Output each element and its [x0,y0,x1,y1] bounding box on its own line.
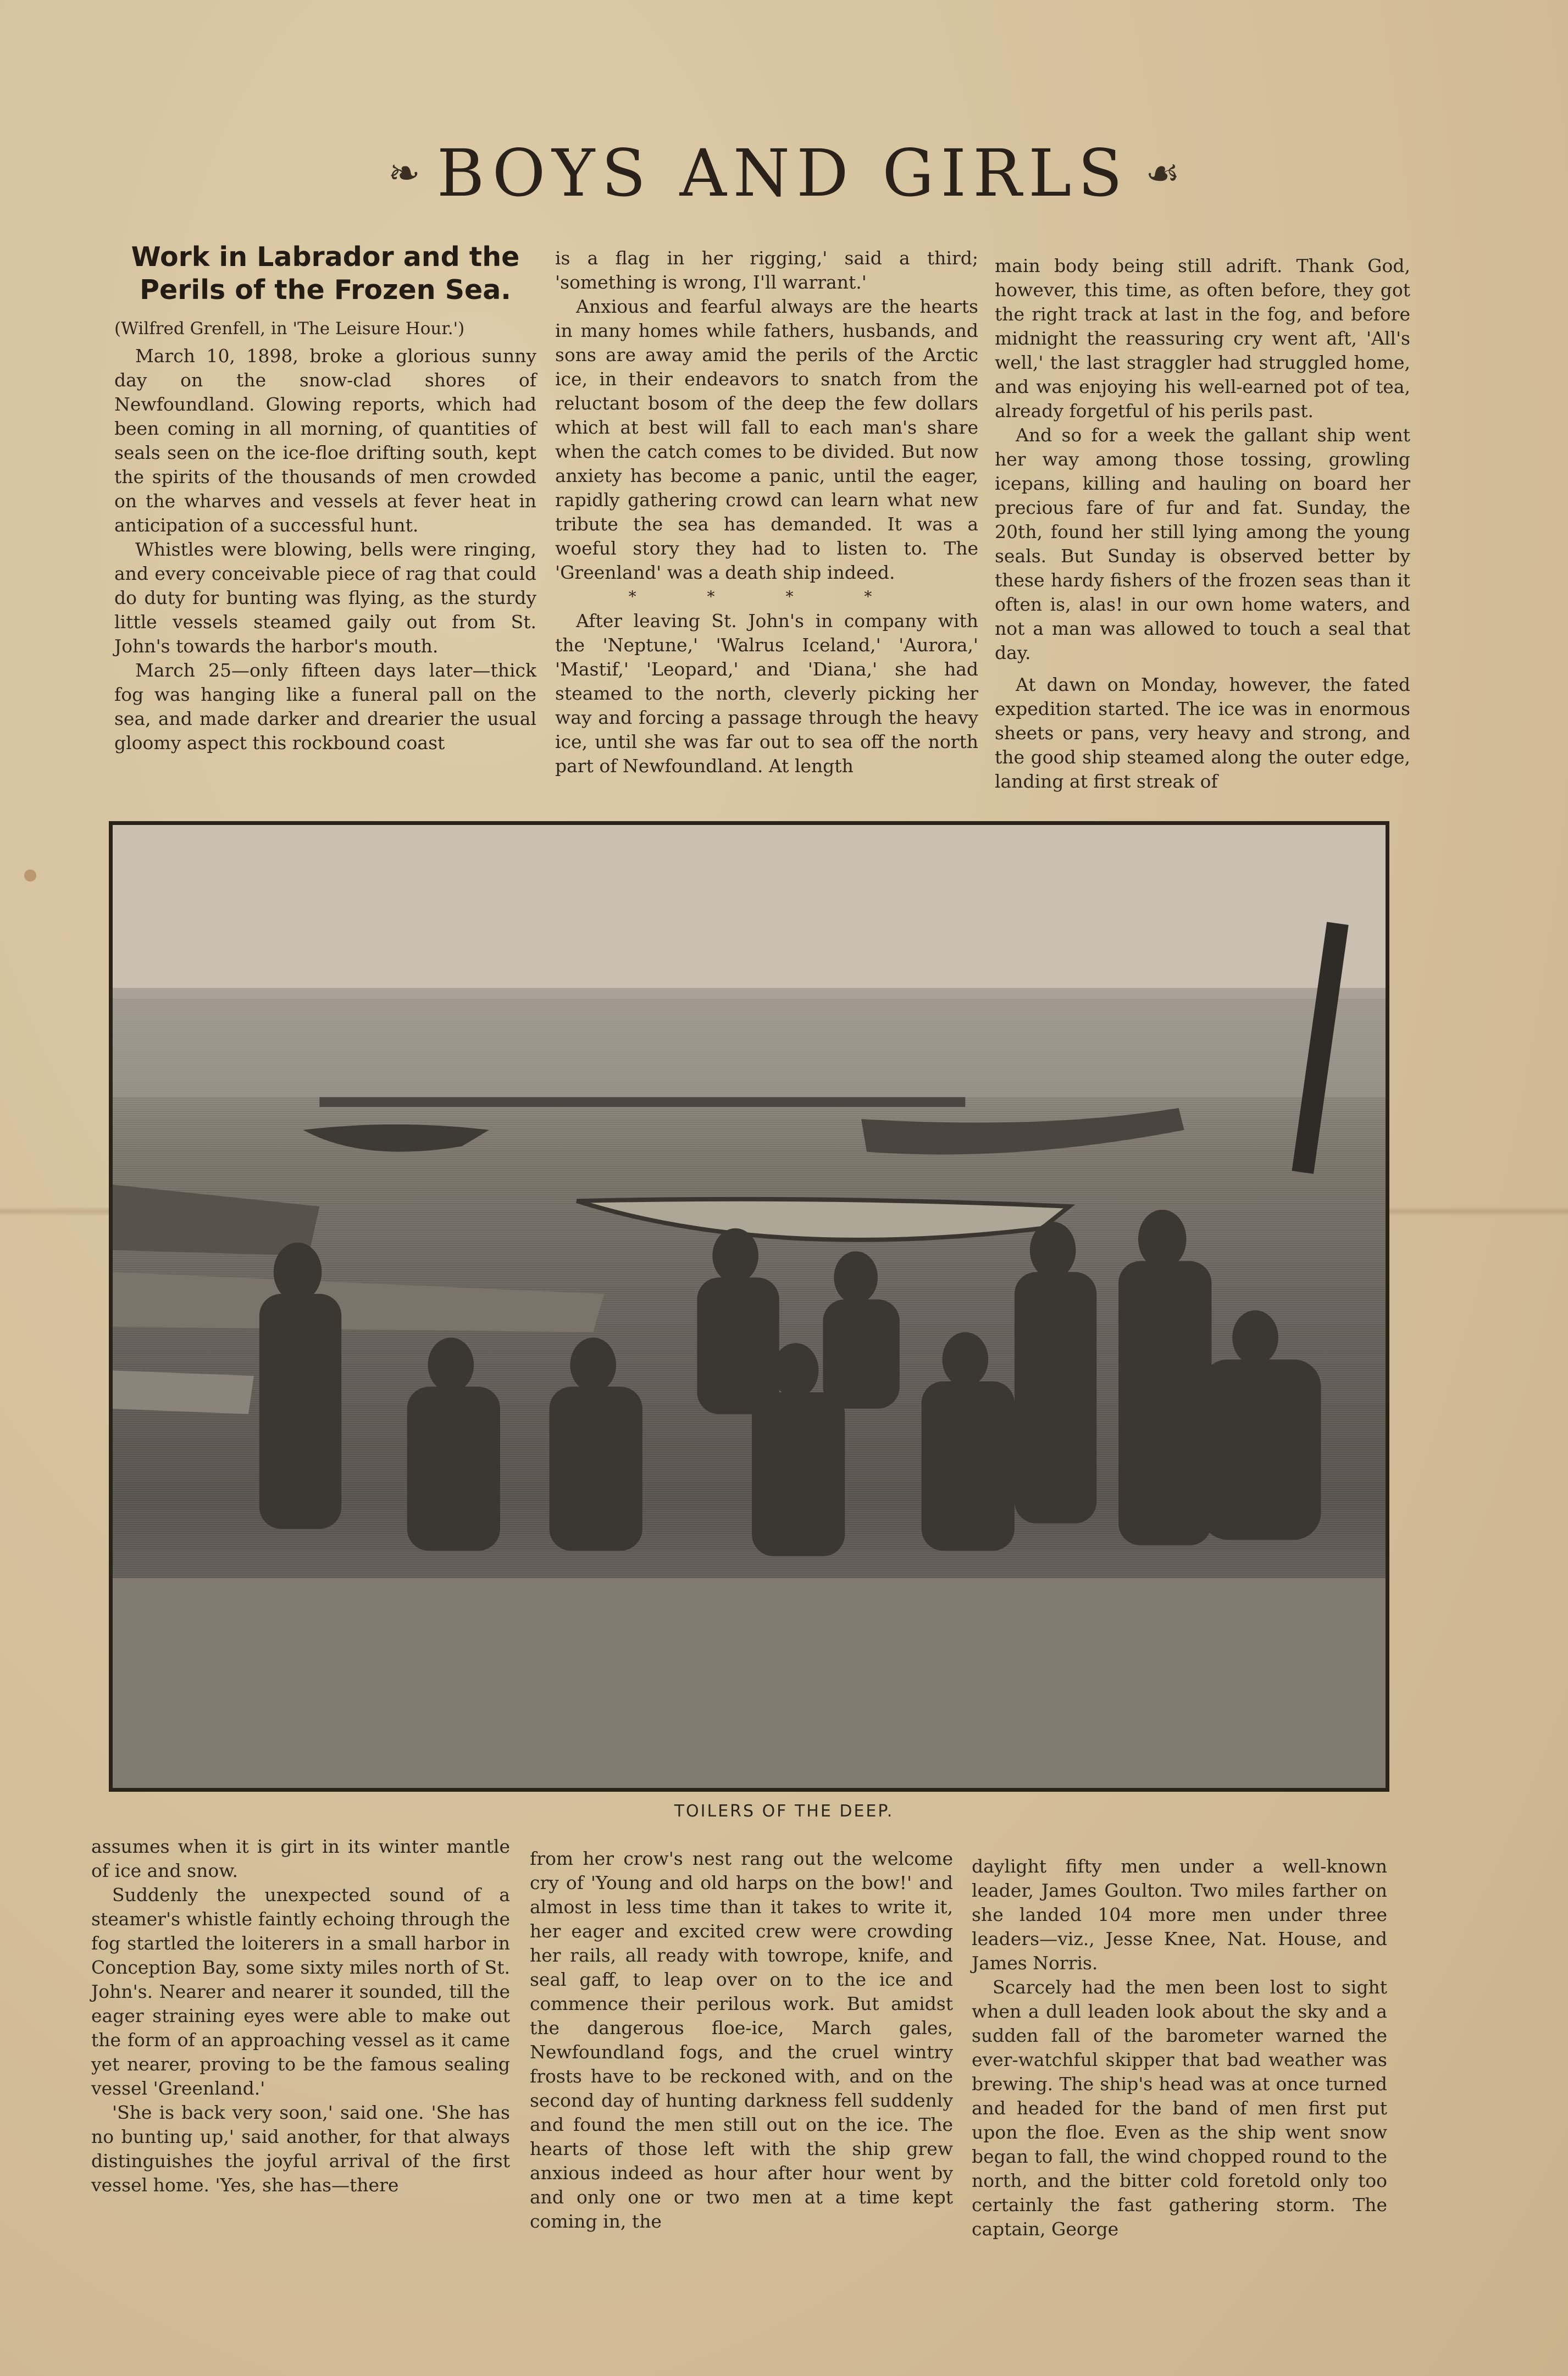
paragraph: daylight fifty men under a well-known leader, James Goulton. Two miles farther on she landed 104 more men under three leaders—viz., Jesse Knee, Nat. House, and James Norris. [972,1856,1387,1974]
photo-caption: TOILERS OF THE DEEP. [674,1802,894,1821]
paragraph: And so for a week the gallant ship went her way among those tossing, growling icepans, killing and hauling on board her precious fare of fur and fat. Sunday, the 20th, found her still lying among the young seals. But Sunday is observed better by these hardy fishers of the frozen seas than it often is, alas! in our own home waters, and not a man was allowed to touch a seal that day. [995,424,1410,663]
binding-hole [24,869,36,882]
beach [112,1578,1387,1789]
hull-front [112,1272,604,1332]
paragraph: Whistles were blowing, bells were ringing, and every conceivable piece of rag that could do duty for bunting was flying, as the sturdy little vessels steamed gaily out from St. John's towards the harbor's mouth. [114,539,536,657]
bottom-column-2 [530,1847,953,2234]
article-byline: (Wilfred Grenfell, in 'The Leisure Hour.') [114,319,465,339]
section-break: * * * * [628,588,905,606]
article-headline: Work in Labrador and the Perils of the Frozen Sea. [131,241,520,306]
ornament-left-icon: ❧ [388,151,420,196]
top-column-3 [995,254,1410,794]
bottom-column-3 [972,1854,1387,2241]
boat-2 [577,1199,1069,1240]
sea-area [112,988,1387,1097]
photograph-toilers-of-the-deep [109,821,1389,1792]
top-column-2 [555,246,978,778]
sky-area [112,824,1387,999]
top-column-1 [114,241,536,755]
paragraph: After leaving St. John's in company with the 'Neptune,' 'Walrus Iceland,' 'Aurora,' 'Mastif,' 'Leopard,' and 'Diana,' she had steamed to the north, cleverly picking her way and forcing a passage through the heavy ice, until she was far out to sea off the north part of Newfoundland. At length [555,610,978,777]
photo-illustration [112,824,1387,1789]
section-title: BOYS AND GIRLS [436,135,1129,211]
paragraph: March 25—only fifteen days later—thick fog was hanging like a funeral pall on the sea, and made darker and drearier the usual gloomy aspect this rockbound coast [114,660,536,754]
paragraph: At dawn on Monday, however, the fated expedition started. The ice was in enormous sheets or pans, very heavy and strong, and the good ship steamed along the outer edge, landing at first streak of [995,674,1410,792]
paragraph: Anxious and fearful always are the hearts in many homes while fathers, husbands, and sons are away amid the perils of the Arctic ice, in their endeavors to snatch from the reluctant bosom of the deep the few dollars which at best will fall to each man's share when the catch comes to be divided. But now anxiety has become a panic, until the eager, rapidly gathering crowd can learn what new tribute the sea has demanded. It was a woeful story they had to listen to. The 'Greenland' was a death ship indeed. [555,296,978,583]
hull-lower [112,1370,254,1414]
boat-1 [303,1125,489,1152]
distant-pier [319,1097,965,1107]
paragraph: Scarcely had the men been lost to sight when a dull leaden look about the sky and a sudden fall of the barometer warned the ever-watchful skipper that bad weather was brewing. The ship's head was at once turned and headed for the band of men first put upon the floe. Even as the ship went snow began to fall, the wind chopped round to the north, and the bitter cold foretold only too certainly the fast gathering storm. The captain, George [972,1976,1387,2240]
paragraph: assumes when it is girt in its winter mantle of ice and snow. [91,1836,510,1881]
paragraph: March 10, 1898, broke a glorious sunny day on the snow-clad shores of Newfoundland. Glowing reports, which had been coming in all morning, of quantities of seals seen on the ice-floe drifting south, kept the spirits of the thousands of men crowded on the wharves and vessels at fever heat in anticipation of a successful hunt. [114,345,536,536]
paragraph: 'She is back very soon,' said one. 'She has no bunting up,' said another, for that always distinguishes the joyful arrival of the first vessel home. 'Yes, she has—there [91,2102,510,2196]
men-group [259,1210,1321,1556]
masthead [0,126,1568,220]
paragraph: from her crow's nest rang out the welcome cry of 'Young and old harps on the bow!' and almost in less time than it takes to write it, her eager and excited crew were crowding her rails, all ready with towrope, knife, and seal gaff, to leap over on to the ice and commence their perilous work. But amidst the dangerous floe-ice, March gales, Newfoundland fogs, and the cruel wintry frosts have to be reckoned with, and on the second day of hunting darkness fell suddenly and found the men still out on the ice. The hearts of those left with the ship grew anxious indeed as hour after hour went by and only one or two men at a time kept coming in, the [530,1848,953,2232]
paragraph: is a flag in her rigging,' said a third; 'something is wrong, I'll warrant.' [555,247,978,293]
bottom-column-1 [91,1835,510,2197]
ornament-right-icon: ☙ [1145,151,1180,196]
paragraph: Suddenly the unexpected sound of a steamer's whistle faintly echoing through the fog startled the loiterers in a small harbor in Conception Bay, some sixty miles north of St. John's. Nearer and nearer it sounded, till the eager straining eyes were able to make out the form of an approaching vessel as it came yet nearer, proving to be the famous sealing vessel 'Greenland.' [91,1884,510,2099]
boat-3 [861,1108,1184,1155]
paragraph: main body being still adrift. Thank God, however, this time, as often before, they got the right track at last in the fog, and before midnight the reassuring cry went aft, 'All's well,' the last straggler had struggled home, and was enjoying his well-earned pot of tea, already forgetful of his perils past. [995,255,1410,422]
